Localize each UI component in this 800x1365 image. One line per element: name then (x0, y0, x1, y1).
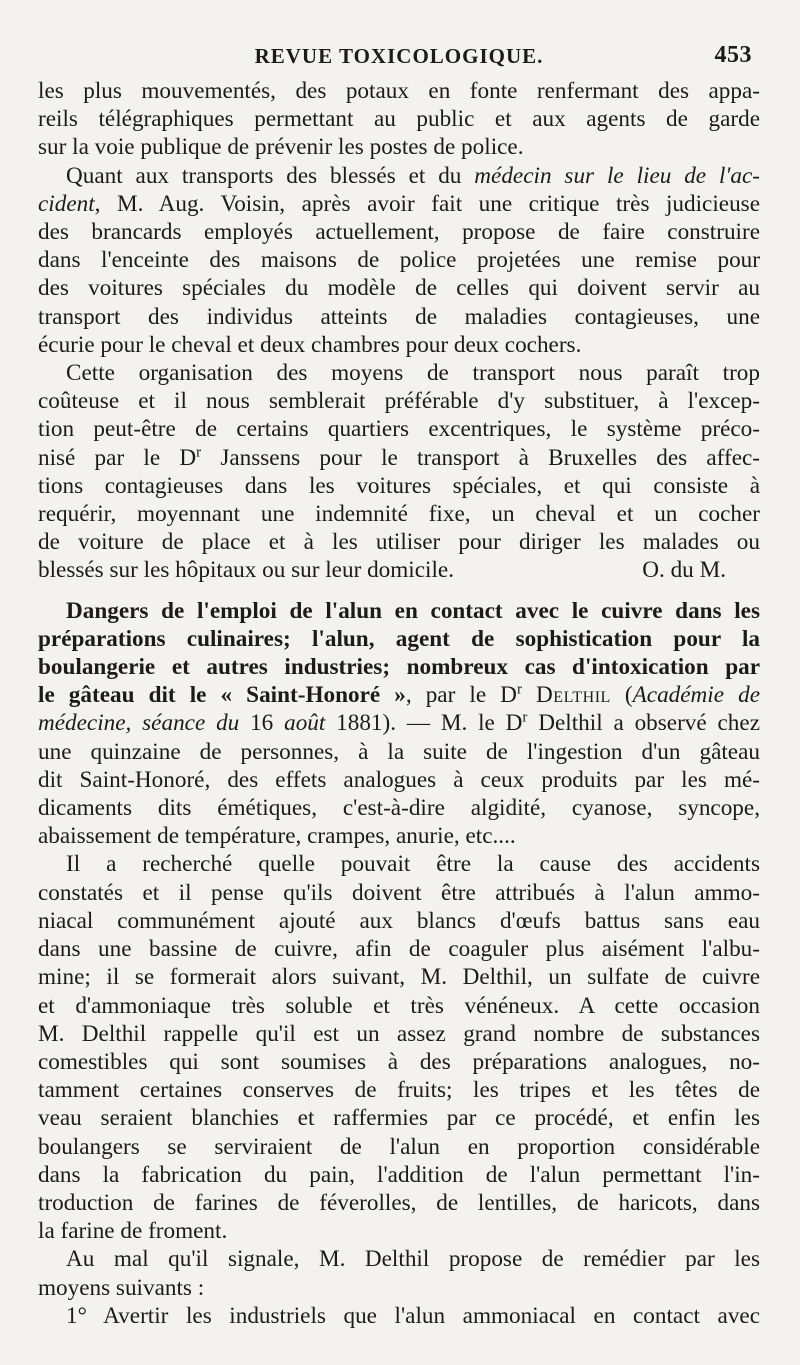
text-line: les plus mouvementés, des potaux en fonte renfermant des appa- (38, 78, 760, 104)
signature: O. du M. (642, 557, 726, 584)
text-line: moyens suivants : (38, 1274, 205, 1301)
text-line: M. Delthil rappelle qu'il est un assez grand nombre de substances (38, 1020, 760, 1047)
page-number: 453 (714, 42, 752, 68)
text-line: dicaments dits émétiques, c'est-à-dire algidité, cyanose, syncope, (38, 795, 760, 822)
text-line: sur la voie publique de prévenir les postes de police. (38, 134, 524, 161)
text-line: tamment certaines conserves de fruits; les tripes et les têtes de (38, 1077, 760, 1104)
text-line (38, 681, 760, 709)
text-line (38, 444, 760, 472)
page-body (38, 77, 760, 1330)
text-line: requérir, moyennant une indemnité fixe, un cheval et un cocher (38, 501, 760, 528)
text-line: et d'ammoniaque très soluble et très vénéneux. A cette occasion (38, 992, 760, 1019)
text-span: blessés sur les hôpitaux ou sur leur domicile. (38, 557, 455, 584)
text-span: Quant aux transports des blessés et du (66, 162, 475, 189)
paragraph-recherche (38, 850, 760, 1245)
text-line: dans une bassine de cuivre, afin de coaguler plus aisément l'albu- (38, 936, 760, 963)
superscript: r (516, 681, 522, 698)
text-line: troduction de farines de féverolles, de lentilles, de haricots, dans (38, 1189, 760, 1216)
paragraph-remedes (38, 1245, 760, 1301)
article-title-line: préparations culinaires; l'alun, agent de sophistication pour la (38, 625, 760, 652)
text-line: 1° Avertir les industriels que l'alun ammoniacal en contact avec (66, 1302, 760, 1329)
article-delthil (38, 597, 760, 851)
text-line: mine; il se formerait alors suivant, M. Delthil, un sulfate de cuivre (38, 964, 760, 991)
superscript: r (522, 709, 528, 726)
text-line: veau seraient blanchies et raffermies par ce procédé, et enfin les (38, 1105, 760, 1132)
text-line: dans la fabrication du pain, l'addition de l'alun permettant l'in- (38, 1161, 760, 1188)
bold-span: le gâteau dit le « Saint-Honoré » (38, 682, 406, 709)
text-line: dans l'enceinte des maisons de police projetées une remise pour (38, 247, 760, 274)
text-line: reils télégraphiques permettant au public et aux agents de garde (38, 106, 760, 133)
text-span: 16 (239, 710, 285, 737)
text-line: tions contagieuses dans les voitures spéciales, et qui consiste à (38, 472, 760, 499)
text-line: la farine de froment. (38, 1218, 228, 1245)
text-line (38, 162, 760, 190)
section-gap (38, 585, 760, 597)
text-line: une quinzaine de personnes, à la suite de l'ingestion d'un gâteau (38, 738, 760, 765)
text-line: Cette organisation des moyens de transport nous paraît trop (66, 360, 760, 387)
paragraph-organisation (38, 359, 760, 585)
text-line: dit Saint-Honoré, des effets analogues à ceux produits par les mé- (38, 766, 760, 793)
italic-span: médecine, séance du (38, 710, 240, 737)
italic-span: cident (38, 190, 95, 217)
author-name: Delthil (536, 682, 611, 709)
text-span: nisé par le D (38, 444, 197, 471)
text-span: , par le D (405, 682, 517, 709)
text-line: coûteuse et il nous semblerait préférable d'y substituer, à l'excep- (38, 388, 760, 415)
text-line: Il a recherché quelle pouvait être la cause des accidents (66, 851, 760, 878)
paragraph-point-1 (38, 1302, 760, 1330)
italic-span: août (284, 710, 326, 737)
text-line: constatés et il pense qu'ils doivent être attribués à l'alun ammo- (38, 879, 760, 906)
paragraph-transports (38, 162, 760, 359)
text-span: 1881). — M. le D (325, 710, 523, 737)
text-line (38, 709, 760, 737)
page-header (38, 40, 760, 74)
text-line (38, 556, 760, 584)
text-line (38, 190, 760, 218)
text-span: Delthil a observé chez (527, 710, 760, 737)
text-line: comestibles qui sont soumises à des préparations analogues, no- (38, 1048, 760, 1075)
text-line: Au mal qu'il signale, M. Delthil propose de remédier par les (66, 1246, 760, 1273)
text-line: écurie pour le cheval et deux chambres pour deux cochers. (38, 331, 582, 358)
text-line: des brancards employés actuellement, propose de faire construire (38, 219, 760, 246)
text-line: de voiture de place et à les utiliser pour diriger les malades ou (38, 529, 760, 556)
text-span: Janssens pour le transport à Bruxelles des affec- (201, 444, 760, 471)
italic-span: médecin sur le lieu de l'ac- (474, 162, 760, 189)
text-span: , M. Aug. Voisin, après avoir fait une critique très judicieuse (94, 190, 760, 217)
superscript: r (196, 443, 202, 460)
text-span: ( (610, 682, 633, 709)
running-title: REVUE TOXICOLOGIQUE. (254, 44, 544, 68)
paragraph-continuation (38, 77, 760, 162)
article-title-line: boulangerie et autres industries; nombreux cas d'intoxication par (38, 654, 760, 681)
italic-span: Académie de (632, 682, 760, 709)
text-line: des voitures spéciales du modèle de celles qui doivent servir au (38, 275, 760, 302)
text-line: boulangers se serviraient de l'alun en proportion considérable (38, 1133, 760, 1160)
text-line: niacal communément ajouté aux blancs d'œufs battus sans eau (38, 907, 760, 934)
text-line: tion peut-être de certains quartiers excentriques, le système préco- (38, 416, 760, 443)
text-line: abaissement de température, crampes, anurie, etc.... (38, 823, 516, 850)
article-title-line: Dangers de l'emploi de l'alun en contact avec le cuivre dans les (66, 597, 760, 624)
text-line: transport des individus atteints de maladies contagieuses, une (38, 303, 760, 330)
